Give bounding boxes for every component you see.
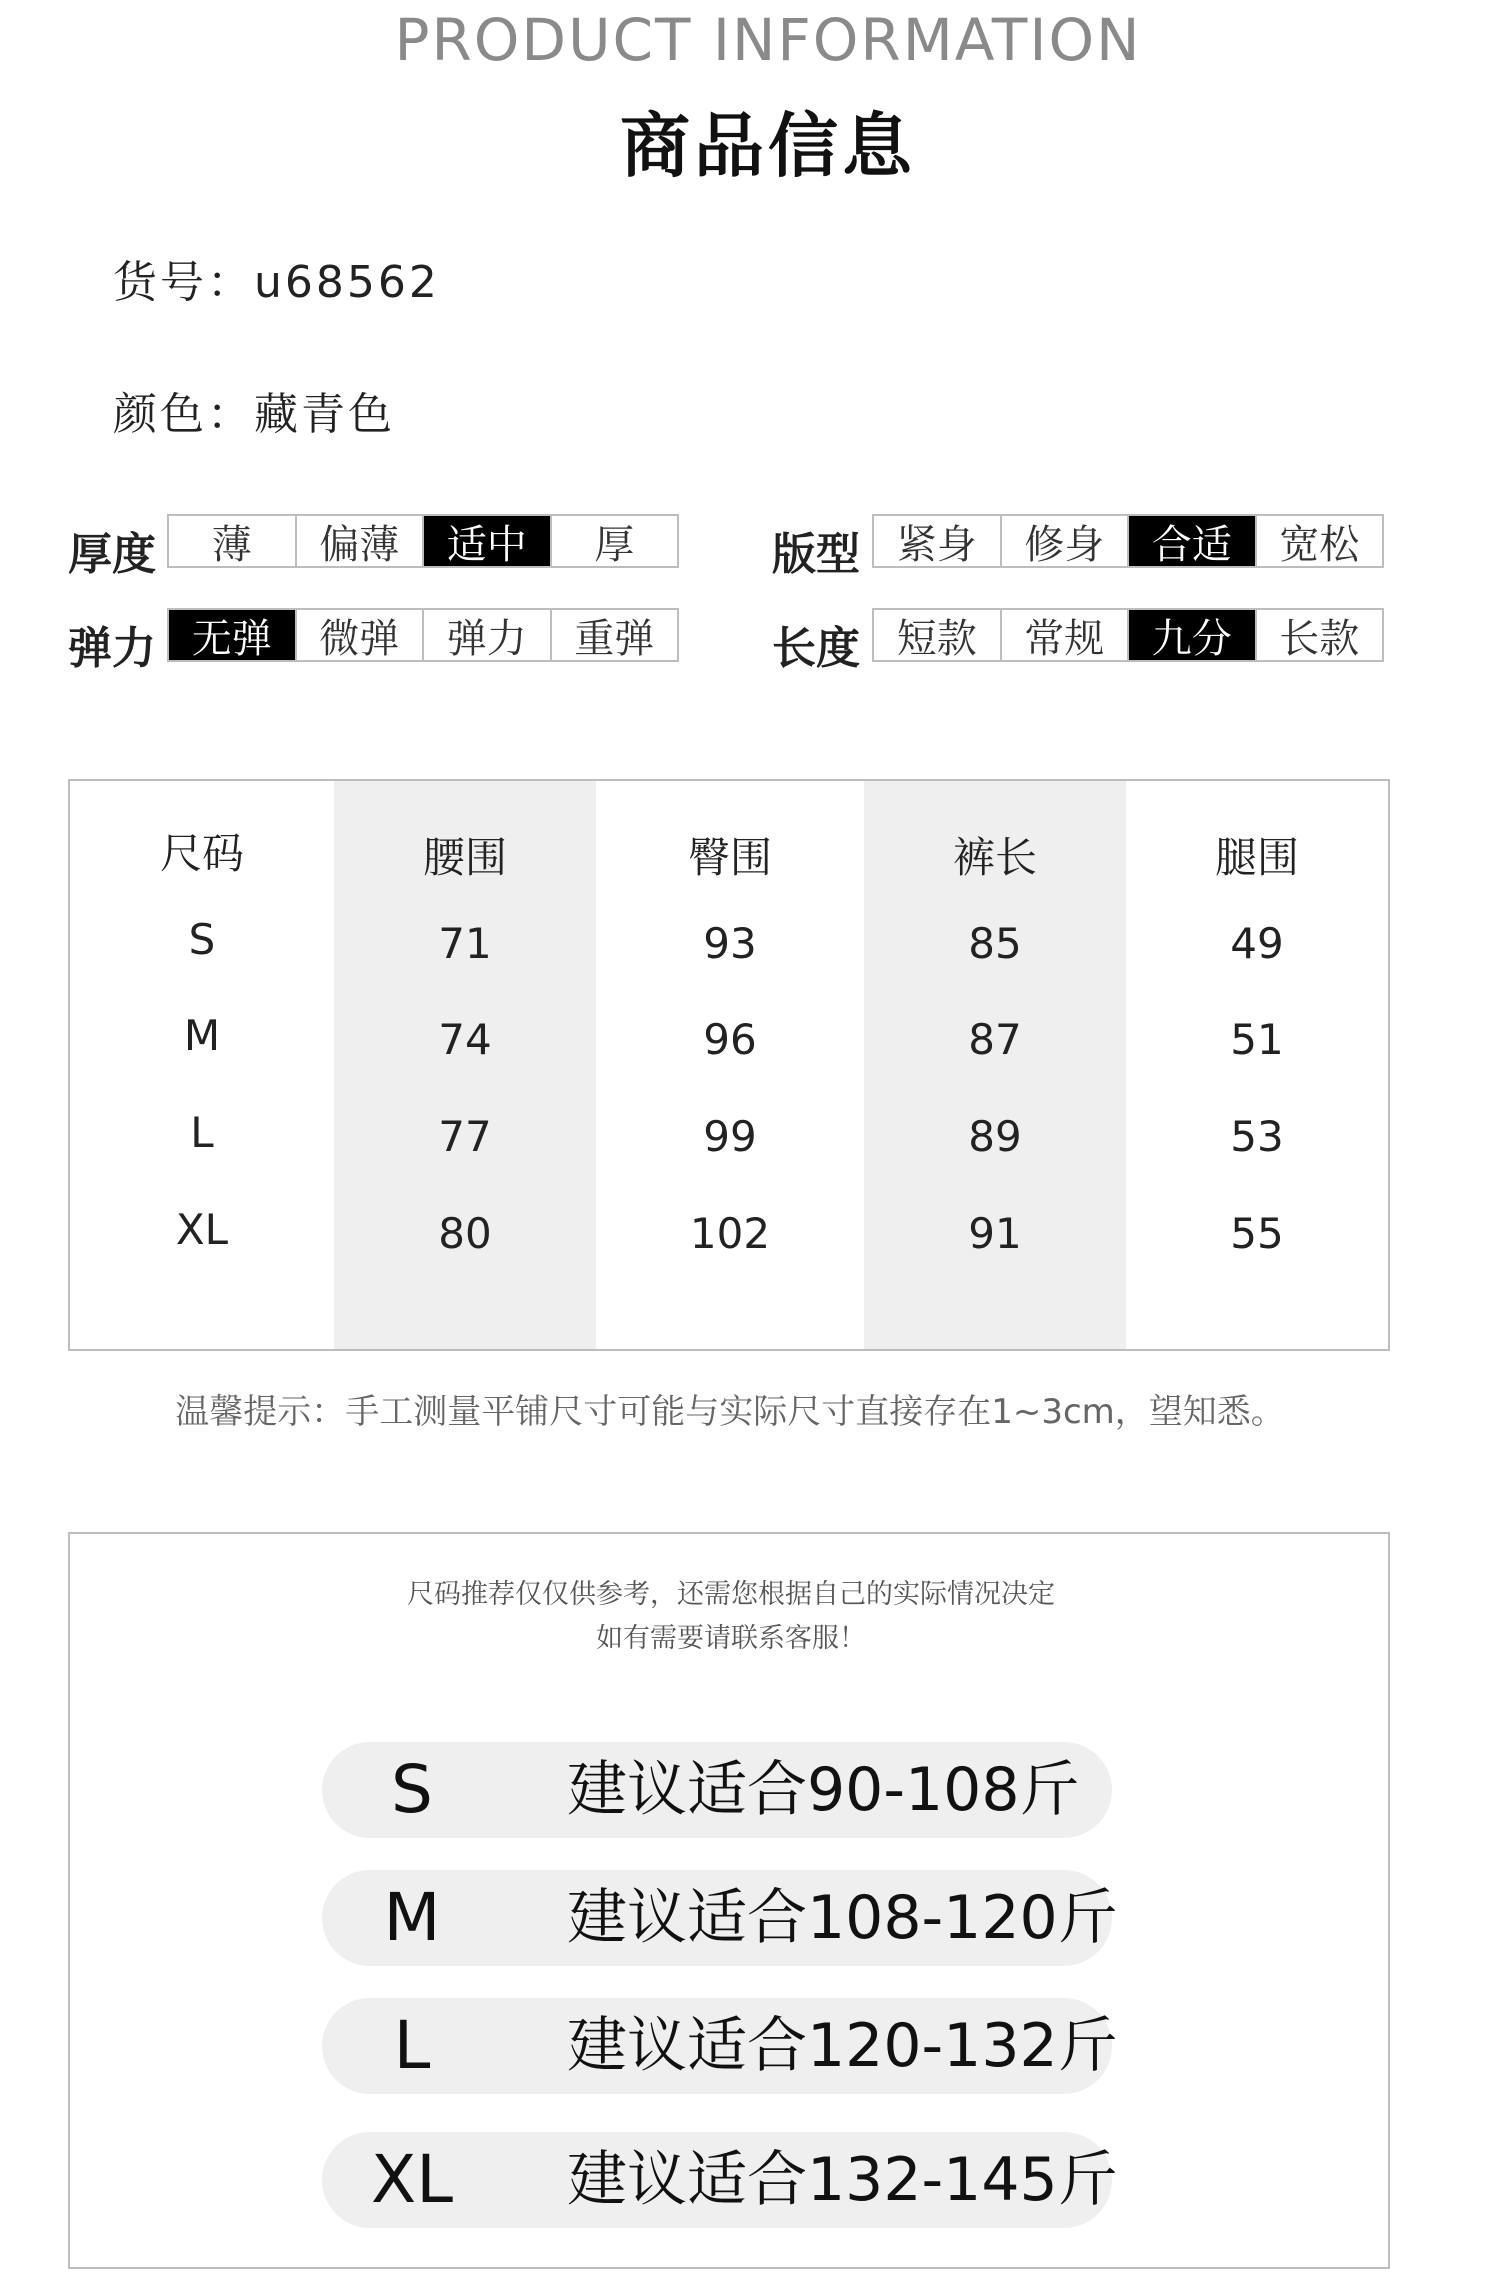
hip-cell: 99 (703, 1112, 757, 1161)
elasticity-options (167, 608, 679, 662)
thigh-cell: 53 (1230, 1112, 1284, 1161)
hip-cell: 93 (703, 919, 757, 968)
thickness-label: 厚度 (68, 529, 156, 580)
fit-option: 紧身 (874, 516, 1002, 566)
header-thigh: 腿围 (1214, 833, 1299, 882)
thickness-option: 薄 (169, 516, 297, 566)
page-title: 商品信息 (620, 105, 916, 187)
recommendation-disclaimer: 尺码推荐仅仅供参考，还需您根据自己的实际情况决定 (407, 1579, 1055, 1610)
hip-cell: 96 (703, 1015, 757, 1064)
measurement-note: 温馨提示：手工测量平铺尺寸可能与实际尺寸直接存在1~3cm，望知悉。 (175, 1392, 1285, 1432)
length-options (872, 608, 1384, 662)
fit-option: 修身 (1002, 516, 1130, 566)
pill-size: M (383, 1879, 441, 1956)
length-label: 长度 (772, 623, 860, 674)
pill-size: S (391, 1751, 433, 1828)
waist-cell: 77 (438, 1112, 492, 1161)
pill-text: 建议适合90-108斤 (567, 1755, 1080, 1825)
size-cell: L (190, 1108, 214, 1157)
length-cell: 85 (968, 919, 1022, 968)
recommendation-pill (322, 1870, 1118, 1966)
thigh-column (1126, 781, 1388, 1349)
length-cell: 87 (968, 1015, 1022, 1064)
subtitle-en: PRODUCT INFORMATION (394, 6, 1142, 74)
thickness-option: 厚 (552, 516, 678, 566)
size-cell: S (188, 915, 216, 964)
waist-column (334, 781, 596, 1349)
size-cell: M (183, 1011, 221, 1060)
pill-text: 建议适合108-120斤 (567, 1883, 1118, 1953)
recommendation-pill (322, 1998, 1118, 2094)
hip-cell: 102 (689, 1209, 771, 1258)
waist-cell: 80 (438, 1209, 492, 1258)
thigh-cell: 55 (1230, 1209, 1284, 1258)
length-cell: 89 (968, 1112, 1022, 1161)
waist-cell: 74 (438, 1015, 492, 1064)
length-option-selected: 九分 (1129, 610, 1257, 660)
fit-option-selected: 合适 (1129, 516, 1257, 566)
length-cell: 91 (968, 1209, 1022, 1258)
thickness-options (167, 514, 679, 568)
size-recommendation-box (68, 1532, 1390, 2269)
header-hip: 臀围 (687, 833, 772, 882)
pill-size: L (393, 2007, 431, 2084)
pill-text: 建议适合120-132斤 (567, 2011, 1118, 2081)
fit-label: 版型 (772, 529, 860, 580)
size-table (68, 779, 1390, 1351)
waist-cell: 71 (438, 919, 492, 968)
recommendation-pill (322, 2132, 1118, 2228)
thickness-option: 偏薄 (297, 516, 425, 566)
thickness-option-selected: 适中 (424, 516, 552, 566)
length-option: 长款 (1257, 610, 1383, 660)
length-option: 短款 (874, 610, 1002, 660)
size-column (70, 781, 334, 1349)
fit-options (872, 514, 1384, 568)
item-number: 货号：u68562 (113, 257, 440, 308)
elasticity-label: 弹力 (68, 623, 156, 674)
thigh-cell: 51 (1230, 1015, 1284, 1064)
length-column (864, 781, 1126, 1349)
pill-size: XL (371, 2141, 453, 2218)
length-option: 常规 (1002, 610, 1130, 660)
pill-text: 建议适合132-145斤 (567, 2145, 1118, 2215)
elasticity-option: 弹力 (424, 610, 552, 660)
recommendation-contact: 如有需要请联系客服！ (596, 1623, 866, 1654)
thigh-cell: 49 (1230, 919, 1284, 968)
elasticity-option-selected: 无弹 (169, 610, 297, 660)
header-size: 尺码 (159, 829, 244, 878)
size-cell: XL (175, 1205, 229, 1254)
elasticity-option: 重弹 (552, 610, 678, 660)
header-length: 裤长 (952, 833, 1037, 882)
recommendation-pill (322, 1742, 1112, 1838)
hip-column (596, 781, 864, 1349)
fit-option: 宽松 (1257, 516, 1383, 566)
color-info: 颜色：藏青色 (113, 389, 395, 440)
elasticity-option: 微弹 (297, 610, 425, 660)
header-waist: 腰围 (422, 833, 507, 882)
